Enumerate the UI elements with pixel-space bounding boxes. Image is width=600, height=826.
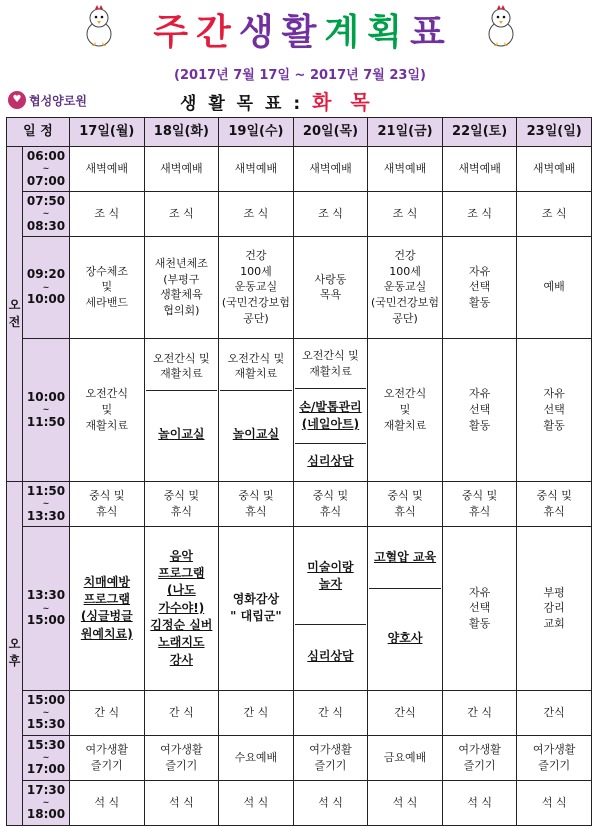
cell-line: 활동 xyxy=(543,418,565,432)
cell-line: 운동교실 xyxy=(383,280,427,294)
activity-cell xyxy=(219,735,294,780)
page-title xyxy=(0,4,600,55)
title-char: 생 xyxy=(238,12,276,53)
cell-line: 공단) xyxy=(392,312,418,326)
time-tilde: ~ xyxy=(42,753,50,763)
cell-line: 치매예방 xyxy=(83,574,130,589)
cell-line: 목욕 xyxy=(319,288,342,302)
cell-line: 선택 xyxy=(468,280,491,294)
activity-cell xyxy=(368,147,443,192)
cell-line: 휴식 xyxy=(170,504,192,518)
cell-line: 새천년체조 xyxy=(154,256,208,270)
cell-line: 재활치료 xyxy=(234,367,278,381)
time-tilde: ~ xyxy=(42,164,50,174)
cell-line: 오전간식 xyxy=(383,387,427,401)
cell-line: 조 식 xyxy=(467,206,492,220)
cell-line: 운동교실 xyxy=(234,280,278,294)
time-end: 15:00 xyxy=(26,613,66,627)
time-tilde: ~ xyxy=(42,798,50,808)
activity-cell xyxy=(517,191,592,236)
cell-line: 프로그램 xyxy=(83,592,130,607)
cell-line: 오전간식 및 xyxy=(302,349,359,362)
cell-line: 조 식 xyxy=(318,206,343,220)
cell-line: 중식 및 xyxy=(89,488,125,502)
activity-cell xyxy=(442,236,517,338)
cell-line: 세라밴드 xyxy=(85,296,129,310)
cell-line: 조 식 xyxy=(541,206,567,220)
activity-subcell xyxy=(295,389,367,444)
schedule-corner-label: 일 정 xyxy=(7,118,70,147)
activity-subcell xyxy=(295,340,367,389)
title-char: 주 xyxy=(153,12,191,53)
cell-line: 예배 xyxy=(543,280,565,294)
activity-cell xyxy=(70,147,145,192)
activity-cell xyxy=(144,191,219,236)
cell-line: 간 식 xyxy=(94,705,120,719)
facility-logo xyxy=(8,90,87,110)
cell-line: 석 식 xyxy=(168,795,194,809)
activity-cell xyxy=(293,191,368,236)
cell-line: 새벽예배 xyxy=(383,162,427,176)
cell-line: 새벽예배 xyxy=(309,162,352,176)
activity-subcell xyxy=(295,444,367,480)
activity-cell xyxy=(219,526,294,690)
activity-subcell xyxy=(220,391,292,477)
activity-subcell xyxy=(220,342,292,391)
activity-cell xyxy=(368,481,443,526)
activity-cell xyxy=(144,481,219,526)
time-end: 11:50 xyxy=(26,414,66,429)
cell-line: 건강 xyxy=(245,248,267,262)
day-header: 21일(금) xyxy=(368,118,443,147)
cell-line: 선택 xyxy=(543,402,565,416)
cell-line: 100세 xyxy=(240,264,272,278)
activity-cell xyxy=(70,191,145,236)
time-slot xyxy=(23,338,70,481)
activity-cell xyxy=(368,526,443,690)
cell-line: 즐기기 xyxy=(90,758,123,772)
cell-line: 양호사 xyxy=(387,631,423,646)
cell-line: 여가생활 xyxy=(85,742,129,756)
activity-cell xyxy=(70,735,145,780)
cell-line: 간식 xyxy=(394,705,416,719)
goal-label: 생 활 목 표 : xyxy=(180,94,304,114)
cell-line: (싱글벙글 xyxy=(80,609,133,624)
day-header: 19일(수) xyxy=(219,118,294,147)
cell-line: 김정순 실버 xyxy=(150,618,213,633)
activity-cell xyxy=(219,780,294,825)
time-tilde: ~ xyxy=(42,282,50,292)
cell-line: 즐기기 xyxy=(314,758,347,772)
cell-line: 재활치료 xyxy=(383,418,427,432)
cell-line: 협의회) xyxy=(163,304,200,318)
activity-cell xyxy=(517,236,592,338)
cell-line: 금요예배 xyxy=(383,750,427,764)
schedule-period: (2017년 7월 17일 ~ 2017년 7월 23일) xyxy=(174,68,426,83)
activity-cell xyxy=(144,338,219,481)
time-end: 13:30 xyxy=(26,508,66,523)
day-header: 20일(목) xyxy=(293,118,368,147)
cell-line: 휴식 xyxy=(394,504,416,518)
cell-line: 즐기기 xyxy=(538,758,571,772)
cell-line: 심리상담 xyxy=(307,454,354,469)
cell-line: (부평구 xyxy=(163,272,200,286)
activity-cell xyxy=(293,780,368,825)
cell-line: 간 식 xyxy=(243,705,269,719)
goal-value: 화 목 xyxy=(312,90,376,114)
cell-line: 가수야!) xyxy=(158,600,205,615)
time-start: 13:30 xyxy=(26,588,66,603)
activity-cell xyxy=(442,338,517,481)
activity-cell xyxy=(368,690,443,735)
activity-cell xyxy=(368,338,443,481)
cell-line: 영화감상 xyxy=(232,592,280,607)
activity-cell xyxy=(70,780,145,825)
cell-line: 새벽예배 xyxy=(234,162,278,176)
cell-line: 새벽예배 xyxy=(458,162,501,176)
activity-cell xyxy=(442,191,517,236)
cell-line: 휴식 xyxy=(468,504,491,518)
activity-cell xyxy=(517,780,592,825)
time-slot xyxy=(23,780,70,825)
activity-cell xyxy=(293,690,368,735)
cell-line: 여가생활 xyxy=(458,742,501,756)
time-slot xyxy=(23,147,70,192)
title-char: 획 xyxy=(367,12,404,53)
cell-line: 휴식 xyxy=(543,504,565,518)
activity-cell xyxy=(144,735,219,780)
time-start: 11:50 xyxy=(26,483,66,498)
cell-line: 선택 xyxy=(468,402,491,416)
activity-cell xyxy=(70,338,145,481)
activity-cell xyxy=(70,526,145,690)
activity-cell xyxy=(293,338,368,481)
activity-cell xyxy=(144,526,219,690)
cell-line: 및 xyxy=(399,402,411,416)
cell-line: (국민건강보험 xyxy=(221,296,290,310)
time-tilde: ~ xyxy=(42,708,50,718)
time-end: 07:00 xyxy=(26,173,66,188)
cell-line: 활동 xyxy=(468,418,491,432)
cell-line: 원예치료) xyxy=(80,626,133,641)
time-end: 17:00 xyxy=(26,762,66,777)
activity-cell xyxy=(368,236,443,338)
activity-cell xyxy=(368,780,443,825)
cell-line: 간 식 xyxy=(318,705,343,719)
cell-line: 놀이교실 xyxy=(158,426,205,441)
activity-cell xyxy=(70,690,145,735)
time-end: 15:30 xyxy=(26,717,66,732)
cell-line: 오 xyxy=(8,297,21,312)
cell-line: 자유 xyxy=(468,387,491,401)
cell-line: (네일아트) xyxy=(301,416,360,431)
cell-line: 감리 xyxy=(543,601,565,615)
table-header-row xyxy=(7,118,592,147)
activity-cell xyxy=(517,147,592,192)
cell-line: 석 식 xyxy=(467,795,492,809)
cell-line: 조 식 xyxy=(243,206,269,220)
activity-cell xyxy=(144,236,219,338)
activity-cell xyxy=(219,191,294,236)
day-header: 23일(일) xyxy=(517,118,592,147)
schedule-row xyxy=(7,191,592,236)
cell-line: 휴식 xyxy=(96,504,118,518)
time-start: 15:00 xyxy=(26,692,66,707)
activity-cell xyxy=(517,481,592,526)
cell-line: 자유 xyxy=(468,585,491,599)
cell-line: 활동 xyxy=(468,617,491,631)
cell-line: 오전간식 및 xyxy=(227,351,285,365)
cell-line: 즐기기 xyxy=(463,758,496,772)
time-end: 10:00 xyxy=(26,292,66,307)
time-tilde: ~ xyxy=(42,603,50,613)
time-start: 17:30 xyxy=(26,782,66,797)
activity-cell xyxy=(219,690,294,735)
activity-subcell xyxy=(146,342,218,391)
cell-line: (국민건강보험 xyxy=(371,296,440,310)
activity-subcell xyxy=(369,589,441,689)
cell-line: 여가생활 xyxy=(160,742,203,756)
life-goal xyxy=(180,86,376,115)
cell-line: 사랑동 xyxy=(314,272,347,286)
activity-cell xyxy=(70,236,145,338)
cell-line: 즐기기 xyxy=(165,758,198,772)
cell-line: 미술이랑 xyxy=(307,559,354,574)
cell-line: 100세 xyxy=(389,264,421,278)
activity-cell xyxy=(144,147,219,192)
facility-name: 협성양로원 xyxy=(29,93,87,108)
cell-line: 석 식 xyxy=(94,795,120,809)
activity-cell xyxy=(368,191,443,236)
cell-line: 조 식 xyxy=(168,206,194,220)
cell-line: 공단) xyxy=(243,312,269,326)
activity-cell xyxy=(293,236,368,338)
cell-line: 간 식 xyxy=(168,705,194,719)
period-label-pm xyxy=(7,481,23,825)
activity-cell xyxy=(219,147,294,192)
title-char: 활 xyxy=(281,12,319,53)
time-start: 10:00 xyxy=(26,389,66,404)
activity-cell xyxy=(517,526,592,690)
time-end: 08:30 xyxy=(26,218,66,233)
cell-line: 활동 xyxy=(468,296,491,310)
time-start: 07:50 xyxy=(26,193,66,208)
cell-line: 오 xyxy=(8,636,21,651)
schedule-row xyxy=(7,780,592,825)
activity-cell xyxy=(144,690,219,735)
cell-line: 중식 및 xyxy=(312,488,349,502)
time-end: 18:00 xyxy=(26,807,66,822)
cell-line: 석 식 xyxy=(243,795,269,809)
cell-line: 수요예배 xyxy=(234,750,278,764)
day-header: 22일(토) xyxy=(442,118,517,147)
cell-line: 심리상담 xyxy=(307,649,354,664)
activity-cell xyxy=(442,526,517,690)
activity-cell xyxy=(293,481,368,526)
schedule-row xyxy=(7,338,592,481)
activity-cell xyxy=(442,735,517,780)
cell-line: 새벽예배 xyxy=(85,162,129,176)
schedule-row xyxy=(7,236,592,338)
cell-line: 중식 및 xyxy=(536,488,572,502)
schedule-row xyxy=(7,735,592,780)
cell-line: 새벽예배 xyxy=(532,162,576,176)
title-char: 계 xyxy=(324,12,362,53)
cell-line: 노래지도 xyxy=(158,635,205,650)
activity-cell xyxy=(293,735,368,780)
cell-line: 조 식 xyxy=(392,206,418,220)
day-header: 18일(화) xyxy=(144,118,219,147)
cell-line: 재활치료 xyxy=(309,364,352,378)
period-label-am xyxy=(7,147,23,482)
cell-line: 휴식 xyxy=(319,504,342,518)
activity-cell xyxy=(293,147,368,192)
time-slot xyxy=(23,735,70,780)
cell-line: 여가생활 xyxy=(532,742,576,756)
activity-cell xyxy=(368,735,443,780)
activity-cell xyxy=(517,690,592,735)
cell-line: 간 식 xyxy=(467,705,492,719)
time-start: 09:20 xyxy=(26,267,66,282)
cell-line: 간식 xyxy=(543,705,565,719)
schedule-row xyxy=(7,147,592,192)
cell-line: 오전간식 xyxy=(85,387,129,401)
activity-cell xyxy=(219,338,294,481)
activity-cell xyxy=(144,780,219,825)
cell-line: 건강 xyxy=(394,248,416,262)
cell-line: 선택 xyxy=(468,601,491,615)
activity-cell xyxy=(70,481,145,526)
day-header: 17일(월) xyxy=(70,118,145,147)
time-slot xyxy=(23,236,70,338)
cell-line: 자유 xyxy=(543,387,565,401)
time-tilde: ~ xyxy=(42,209,50,219)
cell-line: 놀이교실 xyxy=(232,426,280,441)
cell-line: 중식 및 xyxy=(387,488,423,502)
cell-line: 휴식 xyxy=(245,504,267,518)
cell-line: 손/발톱관리 xyxy=(299,399,362,414)
cell-line: 자유 xyxy=(468,264,491,278)
activity-subcell xyxy=(369,528,441,589)
weekly-schedule-table xyxy=(6,117,592,826)
cell-line: 고혈압 교육 xyxy=(373,550,437,565)
time-slot xyxy=(23,526,70,690)
time-slot xyxy=(23,481,70,526)
activity-cell xyxy=(442,147,517,192)
cell-line: 교회 xyxy=(543,617,565,631)
cell-line: 및 xyxy=(101,280,113,294)
time-slot xyxy=(23,690,70,735)
cell-line: 조 식 xyxy=(94,206,120,220)
cell-line: 전 xyxy=(8,314,21,329)
cell-line: 석 식 xyxy=(541,795,567,809)
cell-line: 중식 및 xyxy=(238,488,274,502)
cell-line: 재활치료 xyxy=(85,418,129,432)
activity-cell xyxy=(219,481,294,526)
activity-cell xyxy=(442,690,517,735)
cell-line: 후 xyxy=(8,654,21,669)
schedule-row xyxy=(7,526,592,690)
heart-icon: ♥ xyxy=(8,91,26,109)
page-header xyxy=(0,0,600,115)
time-tilde: ~ xyxy=(42,405,50,415)
time-slot xyxy=(23,191,70,236)
activity-subcell xyxy=(146,391,218,477)
cell-line: 놀자 xyxy=(318,576,343,591)
activity-cell xyxy=(219,236,294,338)
cell-line: 장수체조 xyxy=(85,264,129,278)
schedule-row xyxy=(7,481,592,526)
cell-line: 새벽예배 xyxy=(160,162,203,176)
cell-line: 프로그램 xyxy=(158,565,205,580)
activity-subcell xyxy=(295,528,367,625)
time-start: 06:00 xyxy=(26,149,66,163)
activity-subcell xyxy=(295,625,367,689)
time-start: 15:30 xyxy=(26,737,66,752)
cell-line: (나도 xyxy=(167,583,196,598)
cell-line: " 대립군" xyxy=(230,609,282,624)
title-char: 표 xyxy=(409,12,447,53)
cell-line: 중식 및 xyxy=(461,488,498,502)
activity-cell xyxy=(293,526,368,690)
cell-line: 재활치료 xyxy=(160,367,203,381)
activity-cell xyxy=(442,780,517,825)
cell-line: 여가생활 xyxy=(309,742,352,756)
cell-line: 및 xyxy=(101,402,113,416)
cell-line: 부평 xyxy=(543,585,565,599)
activity-cell xyxy=(442,481,517,526)
time-tilde: ~ xyxy=(42,499,50,509)
activity-cell xyxy=(517,735,592,780)
cell-line: 음악 xyxy=(169,548,193,563)
cell-line: 석 식 xyxy=(392,795,418,809)
schedule-row xyxy=(7,690,592,735)
cell-line: 강사 xyxy=(169,652,193,667)
cell-line: 오전간식 및 xyxy=(153,351,210,365)
activity-cell xyxy=(517,338,592,481)
cell-line: 중식 및 xyxy=(163,488,200,502)
title-char: 간 xyxy=(196,12,233,53)
cell-line: 생활체육 xyxy=(160,288,203,302)
cell-line: 석 식 xyxy=(318,795,343,809)
